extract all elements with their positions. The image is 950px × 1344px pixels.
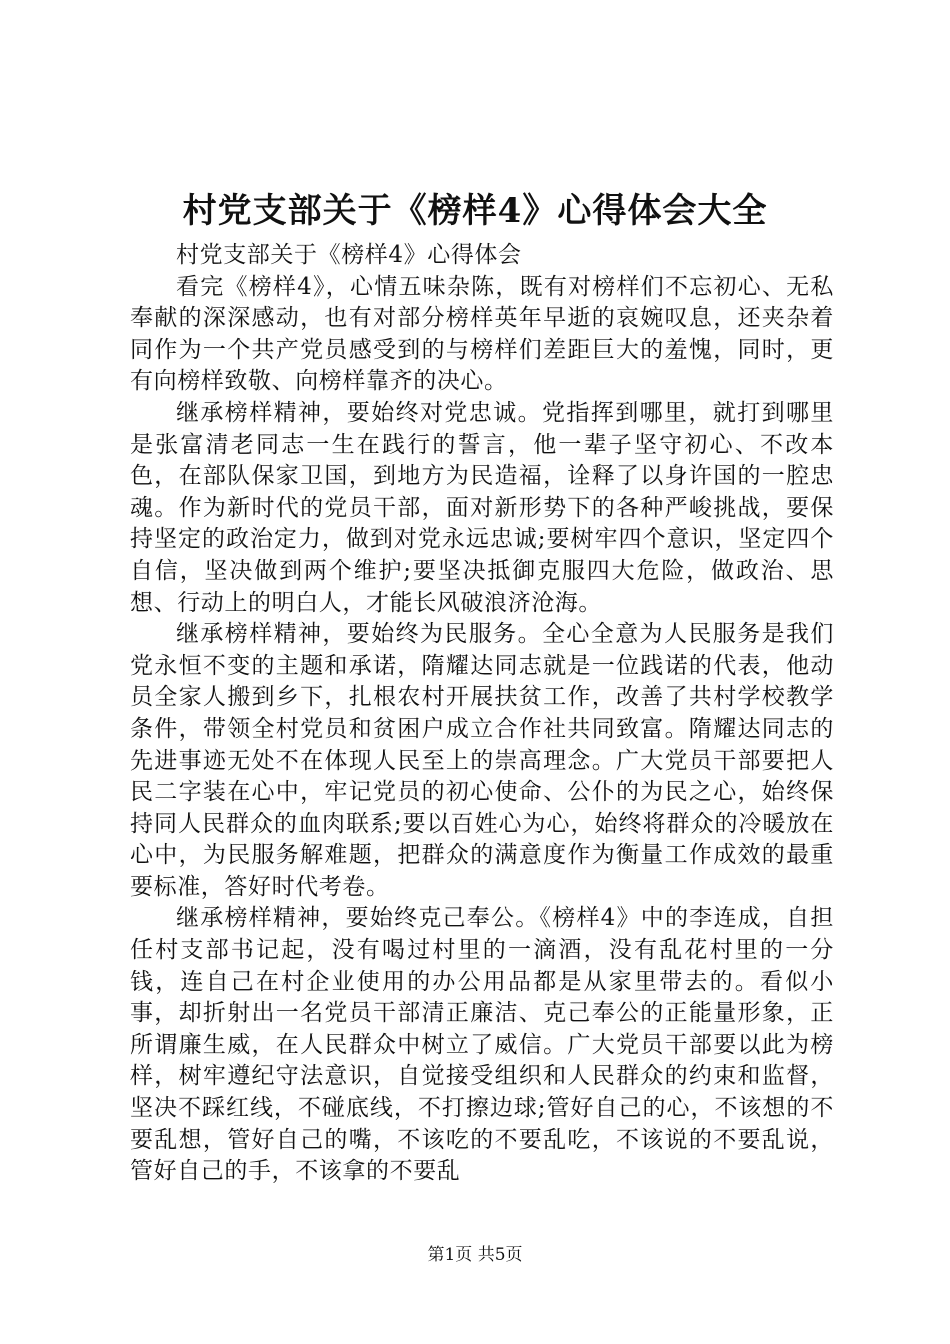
document-title: 村党支部关于《榜样4》心得体会大全 <box>182 191 768 231</box>
document-body <box>130 240 834 1188</box>
paragraph: 继承榜样精神，要始终为民服务。全心全意为人民服务是我们党永恒不变的主题和承诺，隋耀达同志就是一位践诺的代表，他动员全家人搬到乡下，扎根农村开展扶贫工作，改善了共村学校教学条件，带领全村党员和贫困户成立合作社共同致富。隋耀达同志的先进事迹无处不在体现人民至上的崇高理念。广大党员干部要把人民二字装在心中，牢记党员的初心使命、公仆的为民之心，始终保持同人民群众的血肉联系;要以百姓心为心，始终将群众的冷暖放在心中，为民服务解难题，把群众的满意度作为衡量工作成效的最重要标准，答好时代考卷。 <box>130 621 834 900</box>
paragraph: 继承榜样精神，要始终对党忠诚。党指挥到哪里，就打到哪里是张富清老同志一生在践行的誓言，他一辈子坚守初心、不改本色，在部队保家卫国，到地方为民造福，诠释了以身许国的一腔忠魂。作为新时代的党员干部，面对新形势下的各种严峻挑战，要保持坚定的政治定力，做到对党永远忠诚;要树牢四个意识，坚定四个自信，坚决做到两个维护;要坚决抵御克服四大危险，做政治、思想、行动上的明白人，才能长风破浪济沧海。 <box>130 399 834 616</box>
subtitle: 村党支部关于《榜样4》心得体会 <box>176 242 522 268</box>
paragraph: 继承榜样精神，要始终克己奉公。《榜样4》中的李连成，自担任村支部书记起，没有喝过村里的一滴酒，没有乱花村里的一分钱，连自己在村企业使用的办公用品都是从家里带去的。看似小事，却折射出一名党员干部清正廉洁、克己奉公的正能量形象，正所谓廉生威，在人民群众中树立了威信。广大党员干部要以此为榜样，树牢遵纪守法意识，自觉接受组织和人民群众的约束和监督，坚决不踩红线，不碰底线，不打擦边球;管好自己的心，不该想的不要乱想，管好自己的嘴，不该吃的不要乱吃，不该说的不要乱说，管好自己的手，不该拿的不要乱 <box>130 905 834 1185</box>
page-footer: 第1页 共5页 <box>427 1245 523 1265</box>
paragraph: 看完《榜样4》，心情五味杂陈，既有对榜样们不忘初心、无私奉献的深深感动，也有对部分榜样英年早逝的哀婉叹息，还夹杂着同作为一个共产党员感受到的与榜样们差距巨大的羞愧，同时，更有向榜样致敬、向榜样靠齐的决心。 <box>130 273 834 395</box>
